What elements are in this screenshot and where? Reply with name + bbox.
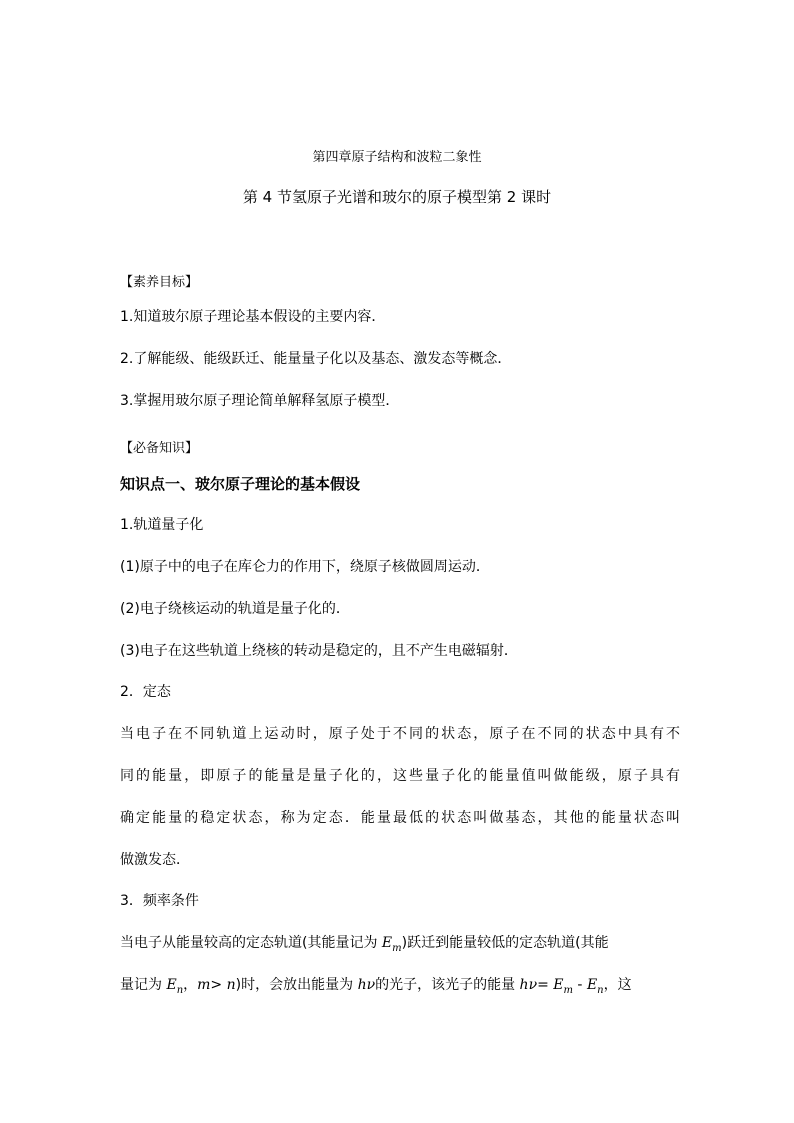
energy-symbol: E	[553, 977, 564, 993]
state-paragraph-line: 确定能量的稳定状态，称为定态．能量最低的状态叫做基态，其他的能量状态叫	[120, 810, 680, 826]
orbit-item: (3)电子在这些轨道上绕核的转动是稳定的，且不产生电磁辐射．	[120, 643, 518, 659]
energy-symbol: E	[166, 977, 177, 993]
orbit-title: 1.轨道量子化	[120, 517, 204, 533]
state-paragraph-line: 当电子在不同轨道上运动时，原子处于不同的状态，原子在不同的状态中具有不	[120, 726, 680, 742]
photon-energy-symbol: hν	[357, 977, 376, 993]
orbit-item: (1)原子中的电子在库仑力的作用下，绕原子核做圆周运动．	[120, 559, 490, 575]
state-paragraph-line: 做激发态．	[120, 852, 190, 868]
frequency-paragraph-line: 当电子从能量较高的定态轨道(其能量记为 $E_m$)跃迁到能量较低的定态轨道(其能	[120, 935, 609, 954]
state-title: 2．定态	[120, 684, 171, 700]
frequency-paragraph-line: 量记为 $E_n$，m> n)时，会放出能量为 hν的光子，该光子的能量 $h\nu= E_m - E_n$，这	[120, 977, 632, 996]
state-paragraph-line: 同的能量，即原子的能量是量子化的，这些量子化的能量值叫做能级，原子具有	[120, 768, 680, 784]
orbit-item: (2)电子绕核运动的轨道是量子化的．	[120, 601, 350, 617]
goal-item: 3.掌握用玻尔原子理论简单解释氢原子模型．	[120, 393, 400, 409]
goal-item: 1.知道玻尔原子理论基本假设的主要内容．	[120, 309, 386, 325]
photon-energy-symbol: hν	[519, 977, 538, 993]
frequency-title: 3．频率条件	[120, 893, 199, 909]
chapter-title: 第四章原子结构和波粒二象性	[312, 150, 482, 165]
knowledge-heading: 【必备知识】	[120, 441, 199, 456]
goals-heading: 【素养目标】	[120, 275, 199, 290]
knowledge-point-title: 知识点一、玻尔原子理论的基本假设	[120, 475, 361, 493]
goal-item: 2.了解能级、能级跃迁、能量量子化以及基态、激发态等概念．	[120, 351, 512, 367]
energy-symbol: E	[586, 977, 598, 993]
section-title: 第 4 节氢原子光谱和玻尔的原子模型第 2 课时	[242, 188, 552, 206]
energy-symbol: E	[381, 935, 393, 951]
